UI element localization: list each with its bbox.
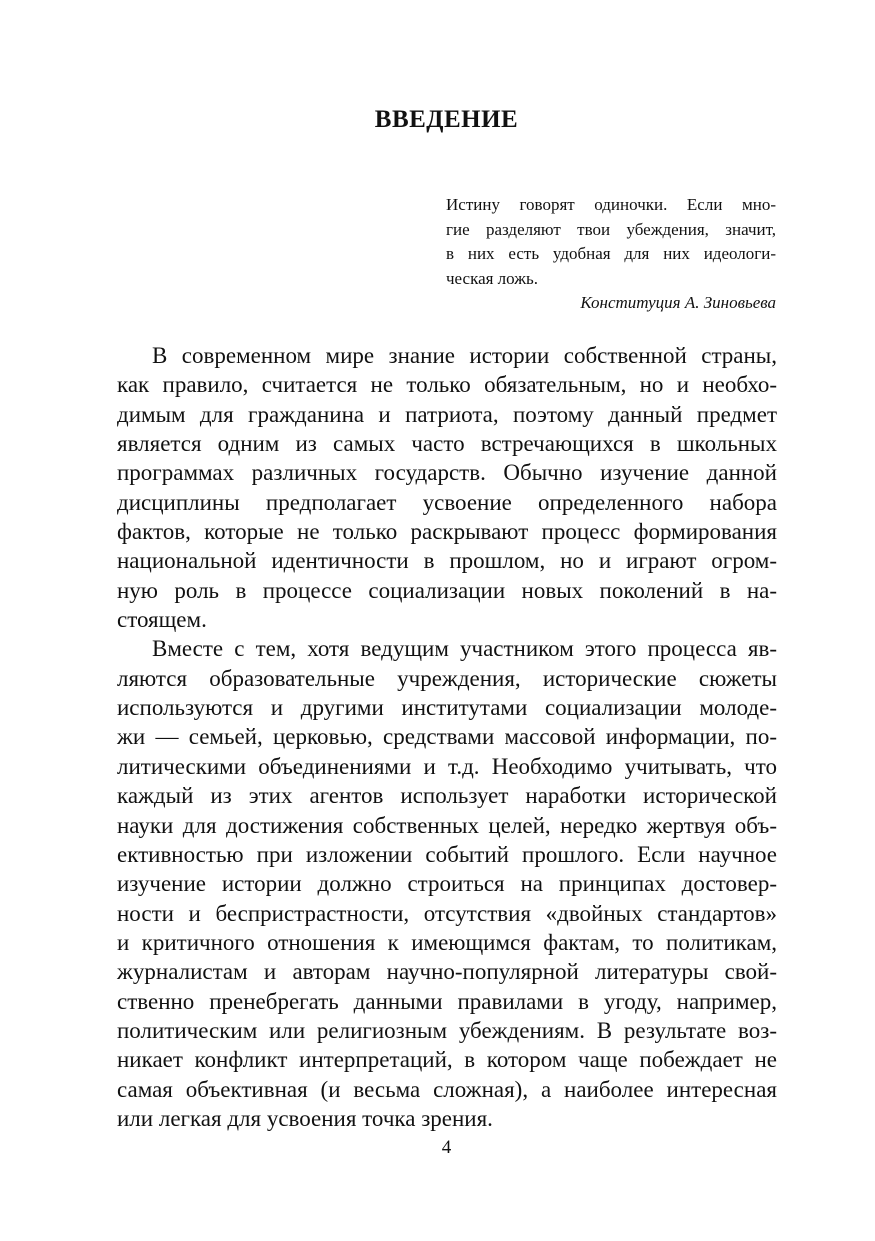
text-line: является одним из самых часто встречающихся в школьных	[117, 431, 777, 457]
page-number: 4	[441, 1137, 452, 1158]
text-line: никает конфликт интерпретаций, в котором чаще побеждает не	[117, 1047, 777, 1073]
text-line: фактов, которые не только раскрывают процесс формирования	[117, 519, 777, 545]
text-line: ляются образовательные учреждения, исторические сюжеты	[117, 665, 777, 691]
epigraph-author: Конституция А. Зиновьева	[580, 293, 776, 312]
epigraph-line: Истину говорят одиночки. Если мно-	[446, 195, 776, 214]
text-line: В современном мире знание истории собственной страны,	[152, 343, 777, 368]
epigraph-line: ческая ложь.	[446, 268, 538, 288]
text-line: стоящем.	[117, 607, 207, 633]
text-line: или легкая для усвоения точка зрения.	[117, 1105, 493, 1131]
text-line: изучение истории должно строиться на принципах достовер-	[117, 871, 777, 897]
text-line: ную роль в процессе социализации новых поколений в на-	[117, 577, 777, 603]
paragraph-2	[117, 634, 777, 1133]
paragraph-1	[117, 341, 777, 634]
text-line: ности и беспристрастности, отсутствия «двойных стандартов»	[117, 900, 777, 926]
text-line: ственно пренебрегать данными правилами в угоду, например,	[117, 988, 777, 1014]
text-line: как правило, считается не только обязательным, но и необхо-	[117, 372, 777, 398]
page-title: ВВЕДЕНИЕ	[374, 106, 519, 133]
text-line: самая объективная (и весьма сложная), а наиболее интересная	[117, 1076, 777, 1102]
text-line: дисциплины предполагает усвоение определенного набора	[117, 489, 777, 515]
text-line: жи — семьей, церковью, средствами массовой информации, по-	[117, 724, 777, 750]
text-line: журналистам и авторам научно-популярной литературы свой-	[117, 959, 777, 985]
text-line: науки для достижения собственных целей, нередко жертвуя объ-	[117, 812, 777, 838]
epigraph-line: в них есть удобная для них идеологи-	[446, 244, 776, 263]
text-line: Вместе с тем, хотя ведущим участником этого процесса яв-	[152, 636, 777, 662]
text-line: литическими объединениями и т.д. Необходимо учитывать, что	[117, 753, 777, 779]
text-line: каждый из этих агентов использует наработки исторической	[117, 783, 777, 809]
text-line: политическим или религиозным убеждениям. В результате воз-	[117, 1017, 777, 1043]
text-line: димым для гражданина и патриота, поэтому данный предмет	[117, 401, 777, 427]
text-line: программах различных государств. Обычно изучение данной	[117, 460, 777, 486]
epigraph-line: гие разделяют твои убеждения, значит,	[446, 219, 776, 239]
text-line: ективностью при изложении событий прошлого. Если научное	[117, 841, 777, 867]
text-line: и критичного отношения к имеющимся фактам, то политикам,	[117, 929, 777, 955]
epigraph	[446, 193, 776, 316]
text-line: используются и другими институтами социализации молоде-	[117, 695, 777, 721]
body-text	[117, 341, 777, 1133]
text-line: национальной идентичности в прошлом, но и играют огром-	[117, 548, 777, 574]
